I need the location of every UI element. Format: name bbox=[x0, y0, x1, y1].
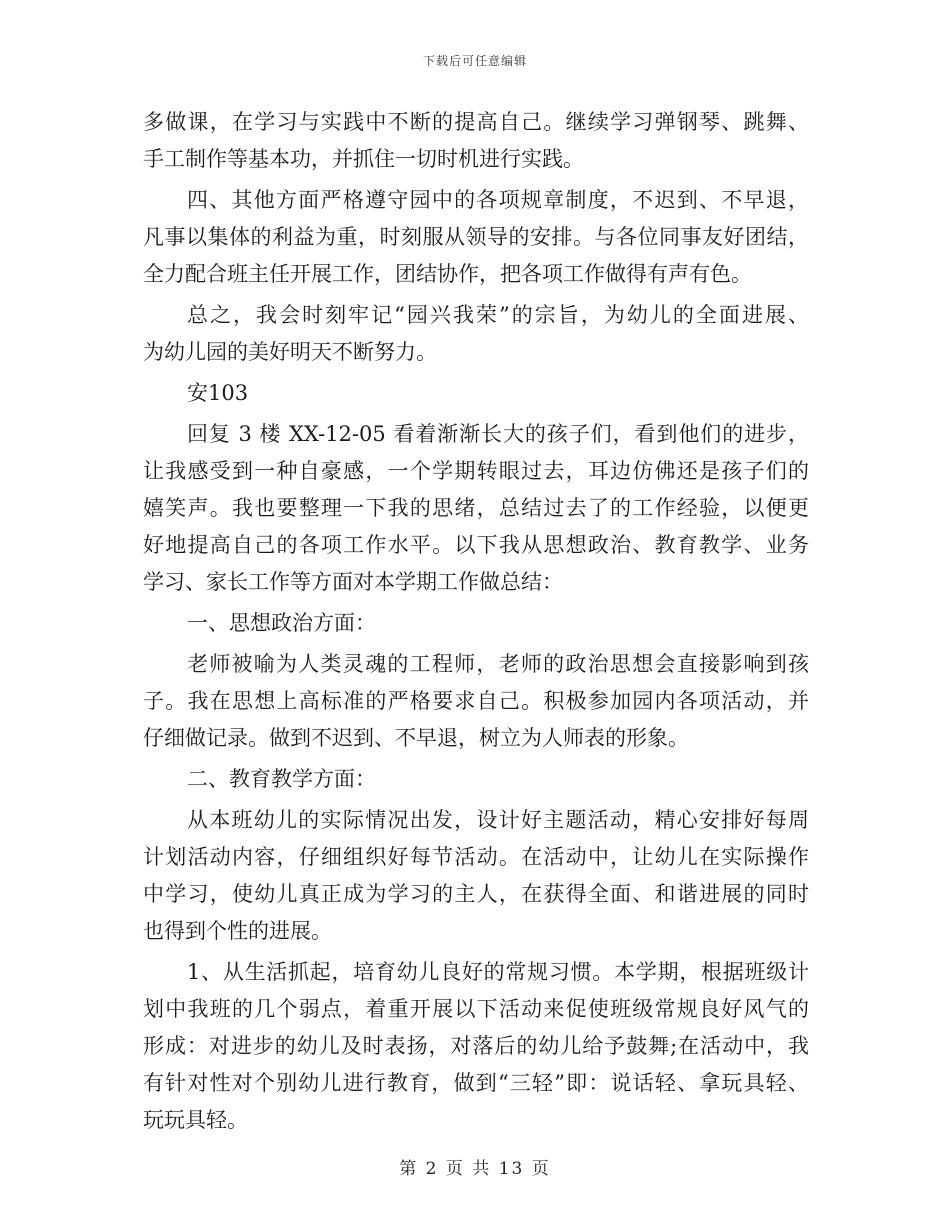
text-line: 让我感受到一种自豪感，一个学期转眼过去，耳边仿佛还是孩子们的 bbox=[143, 459, 809, 483]
text-line: 仔细做记录。做到不迟到、不早退，树立为人师表的形象。 bbox=[143, 726, 689, 750]
text-line: 子。我在思想上高标准的严格要求自己。积极参加园内各项活动，并 bbox=[143, 689, 809, 713]
text-line: 回复 3 楼 XX-12-05 看着渐渐长大的孩子们，看到他们的进步， bbox=[187, 422, 809, 446]
paragraph bbox=[143, 802, 809, 950]
text-line: 划中我班的几个弱点，着重开展以下活动来促使班级常规良好风气的 bbox=[143, 997, 809, 1021]
text-line: 好地提高自己的各项工作水平。以下我从思想政治、教育教学、业务 bbox=[143, 533, 809, 557]
paragraph bbox=[143, 104, 809, 178]
text-line: 四、其他方面严格遵守园中的各项规章制度，不迟到、不早退， bbox=[187, 188, 809, 212]
text-line: 1、从生活抓起，培育幼儿良好的常规习惯。本学期，根据班级计 bbox=[187, 960, 809, 984]
paragraph bbox=[143, 954, 809, 1139]
text-line: 老师被喻为人类灵魂的工程师，老师的政治思想会直接影响到孩 bbox=[187, 652, 809, 676]
text-line: 多做课，在学习与实践中不断的提高自己。继续学习弹钢琴、跳舞、 bbox=[143, 110, 809, 134]
section-heading: 二、教育教学方面： bbox=[187, 767, 376, 791]
paragraph bbox=[143, 416, 809, 601]
text-line: 手工制作等基本功，并抓住一切时机进行实践。 bbox=[143, 147, 584, 171]
section-heading: 一、思想政治方面： bbox=[187, 611, 376, 635]
text-line: 学习、家长工作等方面对本学期工作做总结： bbox=[143, 570, 563, 594]
paragraph bbox=[143, 182, 809, 293]
page-number: 第 2 页 共 13 页 bbox=[399, 1159, 551, 1179]
paragraph bbox=[143, 375, 809, 412]
text-line: 也得到个性的进展。 bbox=[143, 919, 332, 943]
paragraph bbox=[143, 761, 809, 798]
text-line: 形成：对进步的幼儿及时表扬，对落后的幼儿给予鼓舞;在活动中，我 bbox=[143, 1034, 809, 1058]
text-line: 计划活动内容，仔细组织好每节活动。在活动中，让幼儿在实际操作 bbox=[143, 845, 809, 869]
paragraph bbox=[143, 297, 809, 371]
text-line: 玩玩具轻。 bbox=[143, 1108, 248, 1132]
text-line: 全力配合班主任开展工作，团结协作，把各项工作做得有声有色。 bbox=[143, 262, 752, 286]
download-note: 下载后可任意编辑 bbox=[422, 54, 527, 68]
text-line: 嬉笑声。我也要整理一下我的思绪，总结过去了的工作经验，以便更 bbox=[143, 496, 809, 520]
text-line: 总之，我会时刻牢记“园兴我荣”的宗旨，为幼儿的全面进展、 bbox=[187, 303, 809, 327]
text-line: 为幼儿园的美好明天不断努力。 bbox=[143, 340, 437, 364]
text-line: 中学习，使幼儿真正成为学习的主人，在获得全面、和谐进展的同时 bbox=[143, 882, 809, 906]
text-line: 有针对性对个别幼儿进行教育，做到“三轻”即：说话轻、拿玩具轻、 bbox=[143, 1071, 809, 1095]
document-body bbox=[143, 104, 809, 1139]
text-line: 安103 bbox=[187, 381, 249, 405]
paragraph bbox=[143, 605, 809, 642]
text-line: 从本班幼儿的实际情况出发，设计好主题活动，精心安排好每周 bbox=[187, 808, 809, 832]
paragraph bbox=[143, 646, 809, 757]
text-line: 凡事以集体的利益为重，时刻服从领导的安排。与各位同事友好团结， bbox=[143, 225, 809, 249]
